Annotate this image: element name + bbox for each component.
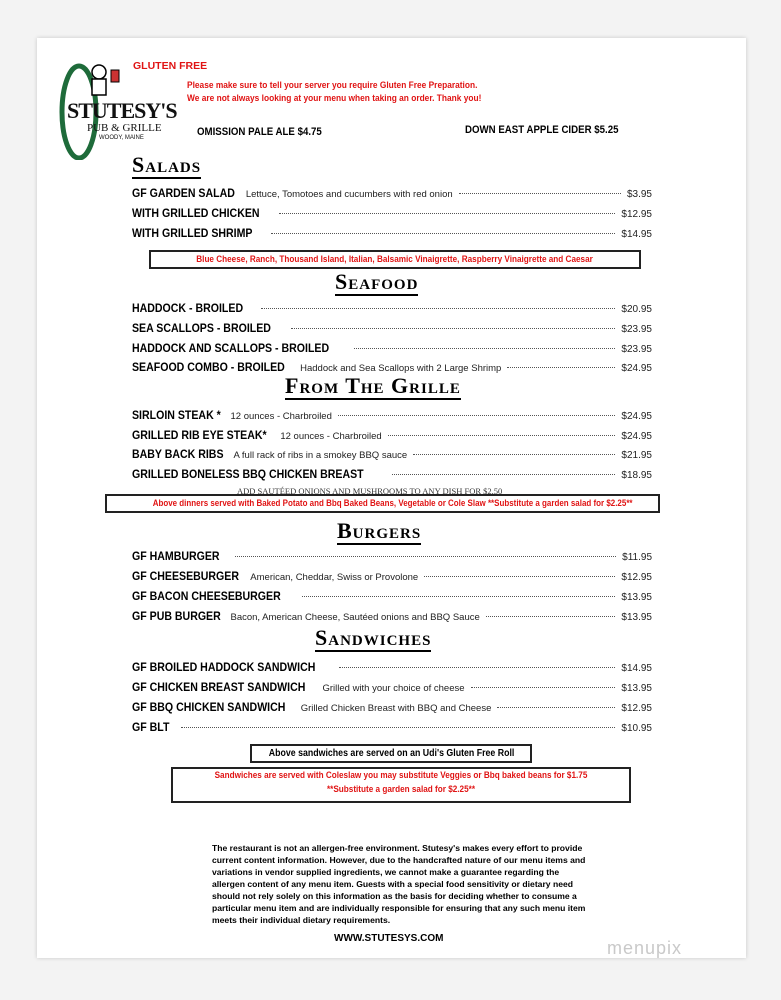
sandwich-sides-box bbox=[171, 767, 631, 803]
item-name: SEA SCALLOPS - BROILED bbox=[132, 323, 271, 335]
menu-item bbox=[132, 551, 652, 567]
section-title-salads: Salads bbox=[132, 152, 202, 177]
item-desc: 12 ounces - Charbroiled bbox=[280, 431, 382, 442]
item-price: $14.95 bbox=[621, 663, 652, 674]
item-desc: A full rack of ribs in a smokey BBQ sauce bbox=[233, 450, 408, 461]
item-name: GF BROILED HADDOCK SANDWICH bbox=[132, 662, 316, 674]
item-desc: American, Cheddar, Swiss or Provolone bbox=[250, 572, 419, 583]
item-name: HADDOCK AND SCALLOPS - BROILED bbox=[132, 343, 330, 355]
menu-item bbox=[132, 449, 652, 465]
section-title-grille: From The Grille bbox=[285, 373, 461, 398]
watermark: menupix bbox=[607, 938, 683, 958]
section-title-seafood: Seafood bbox=[335, 269, 419, 294]
menu-item bbox=[132, 571, 652, 587]
section-title-sandwiches: Sandwiches bbox=[315, 625, 432, 650]
item-price: $20.95 bbox=[621, 304, 652, 315]
item-price: $13.95 bbox=[621, 683, 652, 694]
leader-dots bbox=[271, 233, 615, 234]
leader-dots bbox=[413, 454, 615, 455]
item-name: GF GARDEN SALAD bbox=[132, 188, 235, 200]
menu-item bbox=[132, 410, 652, 426]
sandwich-sides-line2: **Substitute a garden salad for $2.25** bbox=[326, 784, 476, 795]
menu-page bbox=[37, 38, 746, 958]
leader-dots bbox=[507, 367, 615, 368]
item-price: $12.95 bbox=[621, 209, 652, 220]
leader-dots bbox=[497, 707, 615, 708]
leader-dots bbox=[471, 687, 616, 688]
item-price: $23.95 bbox=[621, 344, 652, 355]
item-name: GF BLT bbox=[132, 722, 170, 734]
menu-item bbox=[132, 722, 652, 738]
leader-dots bbox=[279, 213, 616, 214]
leader-dots bbox=[338, 415, 616, 416]
leader-dots bbox=[261, 308, 616, 309]
addon-note: ADD SAUTÉED ONIONS AND MUSHROOMS TO ANY DISH FOR $2.50 bbox=[237, 486, 503, 496]
menu-item bbox=[132, 188, 652, 204]
item-price: $24.95 bbox=[621, 411, 652, 422]
item-name: GF CHEESEBURGER bbox=[132, 571, 239, 583]
sandwich-sides-line1: Sandwiches are served with Coleslaw you may substitute Veggies or Bbq baked beans for $1.75 bbox=[214, 770, 588, 781]
dinner-sides-text: Above dinners served with Baked Potato and Bbq Baked Beans, Vegetable or Cole Slaw **Substitute a garden salad for $2.25** bbox=[152, 498, 633, 509]
item-price: $10.95 bbox=[621, 723, 652, 734]
item-desc: 12 ounces - Charbroiled bbox=[230, 411, 332, 422]
leader-dots bbox=[354, 348, 615, 349]
dressings-text: Blue Cheese, Ranch, Thousand Island, Italian, Balsamic Vinaigrette, Raspberry Vinaigrette and Caesar bbox=[196, 254, 594, 265]
menu-item bbox=[132, 469, 652, 485]
item-desc: Haddock and Sea Scallops with 2 Large Shrimp bbox=[300, 363, 502, 374]
dinner-sides-box bbox=[105, 494, 660, 513]
item-name: GF CHICKEN BREAST SANDWICH bbox=[132, 682, 306, 694]
beer-cider: DOWN EAST APPLE CIDER $5.25 bbox=[465, 124, 619, 136]
section-title-burgers: Burgers bbox=[337, 518, 422, 543]
item-name: GF PUB BURGER bbox=[132, 611, 221, 623]
beer-omission: OMISSION PALE ALE $4.75 bbox=[197, 126, 322, 138]
roll-note-text: Above sandwiches are served on an Udi's Gluten Free Roll bbox=[268, 748, 515, 759]
item-name: HADDOCK - BROILED bbox=[132, 303, 244, 315]
leader-dots bbox=[388, 435, 616, 436]
item-price: $3.95 bbox=[626, 189, 652, 200]
notice-line-1: Please make sure to tell your server you require Gluten Free Preparation. bbox=[187, 80, 478, 91]
item-name: SIRLOIN STEAK * bbox=[132, 410, 221, 422]
item-price: $13.95 bbox=[621, 612, 652, 623]
item-price: $18.95 bbox=[621, 470, 652, 481]
item-name: BABY BACK RIBS bbox=[132, 449, 224, 461]
menu-item bbox=[132, 303, 652, 319]
menu-item bbox=[132, 702, 652, 718]
leader-dots bbox=[424, 576, 615, 577]
item-price: $12.95 bbox=[621, 572, 652, 583]
item-name: WITH GRILLED CHICKEN bbox=[132, 208, 260, 220]
roll-note-box bbox=[250, 744, 532, 763]
item-desc: Grilled Chicken Breast with BBQ and Cheese bbox=[300, 703, 492, 714]
menu-item bbox=[132, 323, 652, 339]
item-name: GRILLED RIB EYE STEAK* bbox=[132, 430, 267, 442]
notice-line-2: We are not always looking at your menu when taking an order. Thank you! bbox=[187, 93, 482, 104]
item-name: GRILLED BONELESS BBQ CHICKEN BREAST bbox=[132, 469, 364, 481]
leader-dots bbox=[181, 727, 616, 728]
gluten-free-label: GLUTEN FREE bbox=[133, 60, 208, 72]
leader-dots bbox=[459, 193, 621, 194]
item-name: GF BBQ CHICKEN SANDWICH bbox=[132, 702, 286, 714]
item-name: SEAFOOD COMBO - BROILED bbox=[132, 362, 285, 374]
item-name: GF HAMBURGER bbox=[132, 551, 220, 563]
menu-item bbox=[132, 682, 652, 698]
item-price: $24.95 bbox=[621, 431, 652, 442]
item-price: $11.95 bbox=[622, 552, 652, 563]
menu-item bbox=[132, 662, 652, 678]
item-price: $24.95 bbox=[621, 363, 652, 374]
leader-dots bbox=[339, 667, 615, 668]
item-price: $23.95 bbox=[621, 324, 652, 335]
item-name: GF BACON CHEESEBURGER bbox=[132, 591, 281, 603]
leader-dots bbox=[235, 556, 616, 557]
logo-location: WOODY, MAINE bbox=[99, 135, 144, 141]
menu-item bbox=[132, 430, 652, 446]
item-desc: Lettuce, Tomotoes and cucumbers with red onion bbox=[245, 189, 453, 200]
menu-item bbox=[132, 591, 652, 607]
logo-subtitle: PUB & GRILLE bbox=[87, 122, 162, 134]
item-name: WITH GRILLED SHRIMP bbox=[132, 228, 253, 240]
item-price: $12.95 bbox=[621, 703, 652, 714]
logo-text: STUTESY'S bbox=[67, 98, 177, 123]
menu-item bbox=[132, 343, 652, 359]
leader-dots bbox=[291, 328, 615, 329]
leader-dots bbox=[302, 596, 616, 597]
item-desc: Bacon, American Cheese, Sautéed onions and BBQ Sauce bbox=[230, 612, 480, 623]
item-price: $14.95 bbox=[621, 229, 652, 240]
menu-item bbox=[132, 228, 652, 244]
item-price: $13.95 bbox=[621, 592, 652, 603]
menu-item bbox=[132, 208, 652, 224]
website-url: WWW.STUTESYS.COM bbox=[334, 933, 444, 944]
dressings-box bbox=[149, 250, 641, 269]
item-desc: Grilled with your choice of cheese bbox=[322, 683, 465, 694]
allergen-disclaimer: The restaurant is not an allergen-free environment. Stutesy's makes every effort to provide current content information. However, due to the handcrafted nature of our menu items and variations in vendor supplied ingredients, we cannot make a guarantee regarding the allergen content of any menu item. Guests with a special food sensitivity or dietary need should not rely solely on this information as the basis for deciding whether to consume a particular menu item and are individually responsible for ensuring that any such menu item meets their individual dietary requirements. bbox=[212, 843, 586, 925]
item-price: $21.95 bbox=[621, 450, 652, 461]
leader-dots bbox=[486, 616, 616, 617]
leader-dots bbox=[392, 474, 616, 475]
